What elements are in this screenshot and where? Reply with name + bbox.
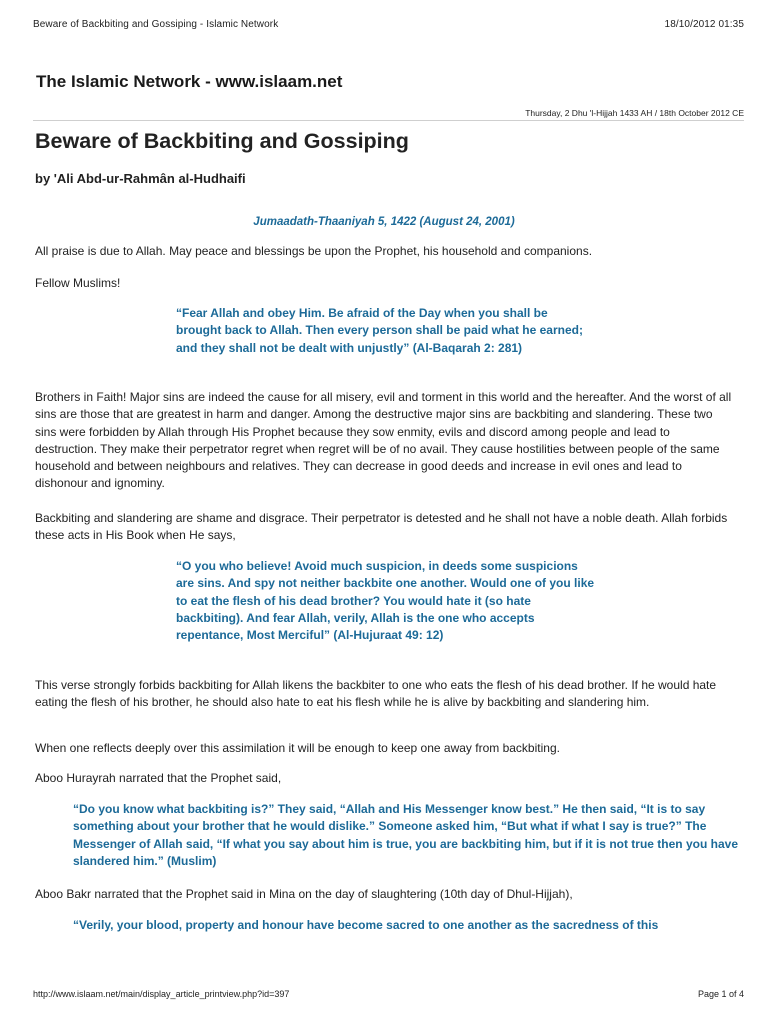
paragraph-intro: All praise is due to Allah. May peace and blessings be upon the Prophet, his household and companions. xyxy=(35,244,593,258)
print-header-title: Beware of Backbiting and Gossiping - Islamic Network xyxy=(33,19,279,30)
paragraph-aboo-bakr: Aboo Bakr narrated that the Prophet said in Mina on the day of slaughtering (10th day of Dhul-Hijjah), xyxy=(35,887,573,901)
article-title: Beware of Backbiting and Gossiping xyxy=(35,129,409,153)
quote-hadith-backbiting: “Do you know what backbiting is?” They said, “Allah and His Messenger know best.” He then said, “It is to say something about your brother that he would dislike.” Someone asked him, “But what if what I say is true?” The Messenger of Allah said, “If what you say about him is true, you are backbiting him, but if it is not true then you have slandered him.” (Muslim) xyxy=(73,802,738,868)
quote-hadith-sacredness: “Verily, your blood, property and honour have become sacred to one another as the sacredness of this xyxy=(73,918,659,932)
article-author: by 'Ali Abd-ur-Rahmân al-Hudhaifi xyxy=(35,171,246,186)
paragraph-verse-explanation: This verse strongly forbids backbiting for Allah likens the backbiter to one who eats the flesh of his dead brother. If he would hate eating the flesh of his brother, he should also hate to eat his flesh while he is alive by backbiting and slandering him. xyxy=(35,678,717,710)
print-header xyxy=(33,19,744,30)
paragraph-shame: Backbiting and slandering are shame and disgrace. Their perpetrator is detested and he shall not have a noble death. Allah forbids these acts in His Book when He says, xyxy=(35,511,728,543)
dateline: Thursday, 2 Dhu 'l-Hijjah 1433 AH / 18th October 2012 CE xyxy=(525,108,744,118)
header-divider xyxy=(33,120,744,121)
print-footer xyxy=(33,989,744,999)
paragraph-aboo-hurayrah: Aboo Hurayrah narrated that the Prophet said, xyxy=(35,771,282,785)
quote-al-hujuraat: “O you who believe! Avoid much suspicion, in deeds some suspicions are sins. And spy not neither backbite one another. Would one of you like to eat the flesh of his dead brother? You would hate it (so hate backbiting). And fear Allah, verily, Allah is the one who accepts repentance, Most Merciful” (Al-Hujuraat 49: 12) xyxy=(176,559,595,643)
paragraph-greeting: Fellow Muslims! xyxy=(35,276,121,290)
paragraph-reflection: When one reflects deeply over this assimilation it will be enough to keep one away from backbiting. xyxy=(35,741,560,755)
article-date: Jumaadath-Thaaniyah 5, 1422 (August 24, 2001) xyxy=(253,216,515,228)
quote-al-baqarah: “Fear Allah and obey Him. Be afraid of the Day when you shall be brought back to Allah. Then every person shall be paid what he earned; and they shall not be dealt with unjustly” (Al-Baqarah 2: 281) xyxy=(176,306,583,355)
print-header-datetime: 18/10/2012 01:35 xyxy=(664,19,744,30)
paragraph-major-sins: Brothers in Faith! Major sins are indeed the cause for all misery, evil and torment in this world and the hereafter. And the worst of all sins are those that are greatest in harm and danger. Among the destructive major sins are backbiting and slandering. These two sins were forbidden by Allah through His Prophet because they sow enmity, evils and discord among people and lead to destruction. They make their perpetrator regret when regret will be of no avail. They cause hostilities between people of the same household and between neighbours and relatives. They can decrease in good deeds and increase in evil ones and lead to dishonour and ignominy. xyxy=(35,390,732,491)
footer-page-number: Page 1 of 4 xyxy=(697,989,744,999)
footer-url[interactable]: http://www.islaam.net/main/display_article_printview.php?id=397 xyxy=(33,989,290,999)
site-title[interactable]: The Islamic Network - www.islaam.net xyxy=(36,72,343,91)
